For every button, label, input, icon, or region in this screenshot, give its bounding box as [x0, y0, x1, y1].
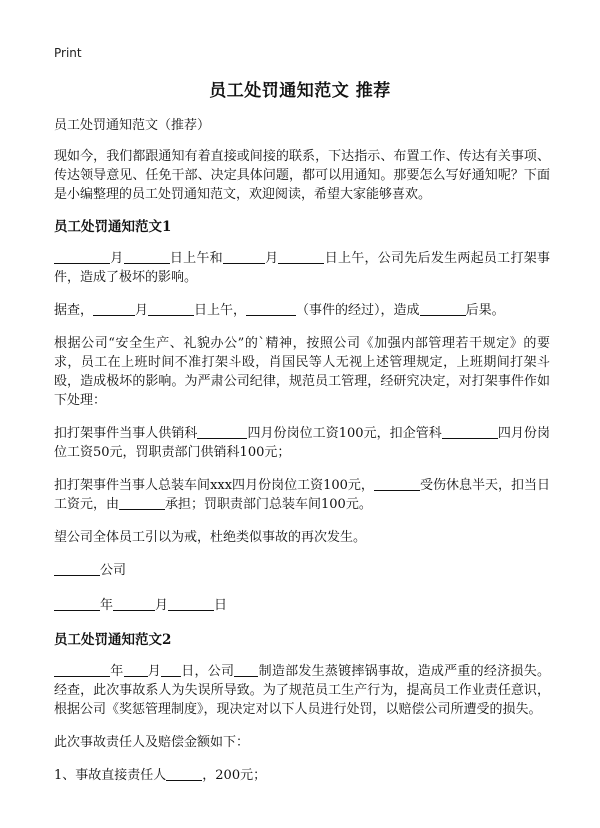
blank-field	[54, 561, 100, 576]
intro-paragraph: 现如今，我们都跟通知有着直接或间接的联系，下达指示、布置工作、传达有关事项、传达领导意见、任免干部、决定具体问题，都可以用通知。那要怎么写好通知呢？下面是小编整理的员工处罚通知范文，欢迎阅读，希望大家能够喜欢。	[54, 149, 550, 202]
blank-field	[113, 596, 155, 611]
blank-field	[197, 424, 247, 439]
section-2-paragraph-3: 1、事故直接责任人 ，200元；	[54, 768, 267, 783]
blank-field	[161, 662, 181, 677]
blank-field	[124, 249, 170, 264]
blank-field	[246, 301, 296, 316]
page-title: 员工处罚通知范文 推荐	[209, 81, 391, 101]
blank-field	[166, 766, 202, 781]
blank-field	[54, 662, 110, 677]
blank-field	[234, 662, 258, 677]
document-subtitle: 员工处罚通知范文（推荐）	[54, 118, 211, 133]
blank-field	[442, 424, 498, 439]
section-1-heading: 员工处罚通知范文1	[54, 219, 172, 235]
blank-field	[93, 301, 135, 316]
blank-field	[420, 301, 466, 316]
blank-field	[374, 476, 420, 491]
document-body	[54, 116, 550, 799]
section-1-paragraph-5: 扣打架事件当事人总装车间xxx四月份岗位工资100元， 受伤休息半天，扣当日工资元，由 承担；罚职责部门总装车间100元。	[54, 478, 550, 512]
blank-field	[54, 596, 100, 611]
section-1-paragraph-2: 据查， 月 日上午， （事件的经过），造成 后果。	[54, 303, 505, 318]
blank-field	[54, 249, 110, 264]
company-line: 公司	[54, 561, 550, 580]
blank-field	[168, 596, 214, 611]
signature-block	[54, 561, 550, 615]
section-2-heading: 员工处罚通知范文2	[54, 632, 172, 648]
blank-field	[223, 249, 265, 264]
blank-field	[148, 301, 194, 316]
date-line: 年 月 日	[54, 596, 550, 615]
blank-field	[119, 495, 165, 510]
section-1-paragraph-3: 根据公司“安全生产、礼貌办公”的`精神，按照公司《加强内部管理若干规定》的要求，员工在上班时间不准打架斗殴，肖国民等人无视上述管理规定，上班期间打架斗殴，造成极坏的影响。为严肃公司纪律，规范员工管理，经研究决定，对打架事件作如下处理：	[54, 336, 550, 408]
section-1-paragraph-6: 望公司全体员工引以为戒，杜绝类似事故的再次发生。	[54, 530, 367, 545]
blank-field	[124, 662, 148, 677]
blank-field	[278, 249, 324, 264]
section-2-paragraph-1: 年 月 日，公司 制造部发生蒸镀摔锅事故，造成严重的经济损失。经查，此次事故系人为失误所导致。为了规范员工生产行为，提高员工作业责任意识，根据公司《奖惩管理制度》，现决定对以下人员进行处罚，以赔偿公司所遭受的损失。	[54, 664, 550, 717]
section-1-paragraph-4: 扣打架事件当事人供销科 四月份岗位工资100元，扣企管科 四月份岗位工资50元，罚职责部门供销科100元；	[54, 426, 550, 460]
section-2-paragraph-2: 此次事故责任人及赔偿金额如下：	[54, 735, 250, 750]
section-1-paragraph-1: 月 日上午和 月 日上午，公司先后发生两起员工打架事件，造成了极坏的影响。	[54, 251, 550, 285]
print-link[interactable]: Print	[54, 46, 82, 60]
